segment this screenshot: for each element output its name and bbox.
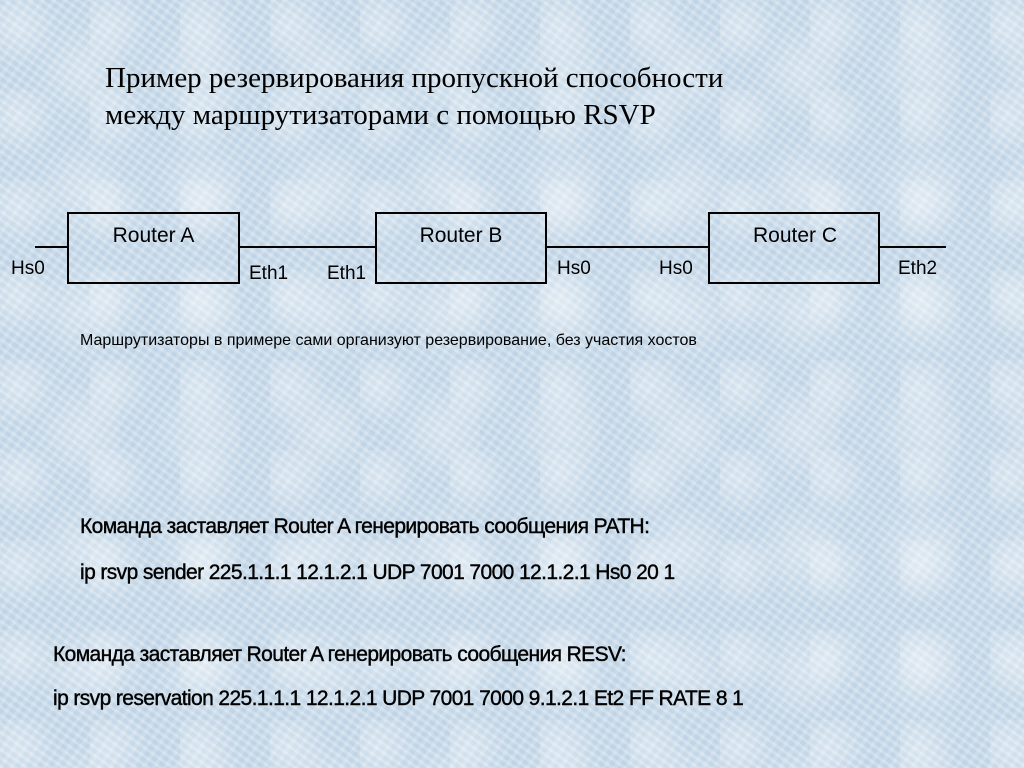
router-a-label: Router A (112, 224, 195, 247)
interface-b-hs0: Hs0 (557, 258, 591, 279)
interface-a-hs0: Hs0 (11, 258, 45, 279)
path-heading: Команда заставляет Router A генерировать сообщения PATH: (80, 515, 650, 538)
resv-command: ip rsvp reservation 225.1.1.1 12.1.2.1 UDP 7001 7000 9.1.2.1 Et2 FF RATE 8 1 (53, 687, 744, 710)
resv-heading: Команда заставляет Router A генерировать сообщения RESV: (53, 643, 626, 666)
path-command: ip rsvp sender 225.1.1.1 12.1.2.1 UDP 7001 7000 12.1.2.1 Hs0 20 1 (80, 561, 675, 584)
router-c-label: Router C (752, 224, 838, 247)
interface-c-hs0: Hs0 (659, 258, 693, 279)
router-b-label: Router B (419, 224, 503, 247)
title-line-2: между маршрутизаторами с помощью RSVP (105, 99, 656, 131)
title-line-1: Пример резервирования пропускной способности (105, 62, 724, 94)
interface-c-eth2: Eth2 (898, 258, 938, 279)
diagram-note: Маршрутизаторы в примере сами организуют резервирование, без участия хостов (80, 332, 697, 349)
interface-b-eth1: Eth1 (327, 263, 367, 284)
interface-a-eth1: Eth1 (249, 263, 289, 284)
